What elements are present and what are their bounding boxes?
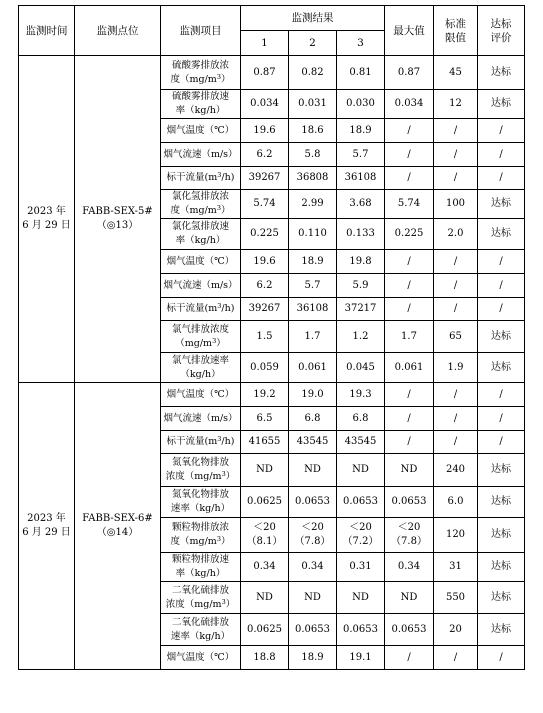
item-label-text: 烟气流速（m/s） — [163, 279, 238, 291]
limit-value-cell: / — [434, 167, 478, 190]
item-label-line1: 氮氧化物排放 — [171, 457, 229, 468]
item-label-text: 烟气温度（℃） — [166, 124, 235, 136]
result-run-3-cell: 3.68 — [337, 190, 385, 219]
item-label-line1 — [162, 651, 239, 665]
result-run-3-cell: 0.045 — [337, 353, 385, 383]
header-run-2: 2 — [289, 31, 337, 56]
monitor-site-cell — [75, 56, 161, 383]
evaluation-cell: / — [478, 298, 525, 321]
evaluation-cell: / — [478, 250, 525, 274]
max-value-cell: 0.061 — [385, 353, 434, 383]
item-label-line1: 氯化氢排放速 — [171, 221, 229, 232]
result-run-2-cell: 6.8 — [289, 407, 337, 431]
max-value-cell — [385, 518, 434, 553]
item-label-line2 — [162, 337, 239, 351]
item-label-text: 烟气流速（m/s） — [163, 412, 238, 424]
monitor-time-cell — [19, 56, 75, 383]
limit-value-cell: / — [434, 298, 478, 321]
item-label-line2 — [162, 368, 239, 382]
monitor-date-year: 2023 年 — [27, 206, 66, 217]
header-eval — [478, 6, 525, 56]
table-body — [19, 56, 525, 670]
limit-value-cell: / — [434, 250, 478, 274]
monitor-item-cell — [161, 383, 241, 407]
item-label-unit: 率（kg/h） — [175, 105, 226, 116]
max-value-cell: / — [385, 274, 434, 298]
item-label-text: 烟气流速（m/s） — [163, 148, 238, 160]
evaluation-cell: / — [478, 407, 525, 431]
limit-value-cell: / — [434, 119, 478, 143]
result-run-3-cell: 43545 — [337, 431, 385, 454]
item-label-line2 — [162, 567, 239, 581]
result-run-2-cell: 18.9 — [289, 646, 337, 670]
limit-value-cell: 20 — [434, 614, 478, 646]
result-run-1-cell: 0.0625 — [241, 487, 289, 518]
max-value-cell: / — [385, 143, 434, 167]
monitor-item-cell — [161, 167, 241, 190]
max-value-cell: ND — [385, 454, 434, 487]
item-label-text: 标干流量(m — [166, 303, 218, 314]
evaluation-cell: 达标 — [478, 321, 525, 353]
monitor-item-cell — [161, 190, 241, 219]
evaluation-cell: 达标 — [478, 353, 525, 383]
item-label-sup: 3 — [216, 72, 221, 81]
header-run-3: 3 — [337, 31, 385, 56]
limit-value-cell: 100 — [434, 190, 478, 219]
monitoring-results-table — [18, 5, 525, 670]
result-run-3-cell: 0.0653 — [337, 614, 385, 646]
item-label-sup: 3 — [217, 435, 222, 443]
item-label-unit: 浓度（mg/m — [165, 471, 222, 482]
max-value-cell: / — [385, 646, 434, 670]
item-label-text: 烟气温度（℃） — [166, 388, 235, 400]
max-value-cell: 5.74 — [385, 190, 434, 219]
item-label-unit: 度（mg/m — [170, 536, 217, 547]
item-label-line2 — [162, 204, 239, 218]
table-row — [19, 56, 525, 90]
item-label-unit-end: ） — [220, 536, 231, 547]
item-label-sup: 3 — [216, 204, 221, 212]
item-label-sup: 3 — [221, 597, 226, 606]
result-run-3-cell: ND — [337, 454, 385, 487]
limit-value-cell: 120 — [434, 518, 478, 553]
item-label-text: 标干流量(m — [166, 436, 218, 447]
result-run-1-cell: 39267 — [241, 298, 289, 321]
limit-value-cell: 550 — [434, 582, 478, 614]
item-label-line2 — [162, 630, 239, 644]
result-run-2-cell: 36108 — [289, 298, 337, 321]
result-run-3-cell: 36108 — [337, 167, 385, 190]
monitor-site-code: FABB-SEX-6# — [82, 513, 153, 524]
monitor-time-cell — [19, 383, 75, 670]
header-time: 监测时间 — [19, 6, 75, 56]
limit-value-cell: / — [434, 646, 478, 670]
item-label-unit-end: ） — [225, 471, 236, 482]
monitor-item-cell — [161, 219, 241, 250]
evaluation-cell: 达标 — [478, 487, 525, 518]
result-run-3-cell: 6.8 — [337, 407, 385, 431]
item-label-line1: 氯气排放速率 — [171, 354, 229, 366]
item-label-line1 — [162, 302, 239, 316]
item-label-line2 — [162, 598, 239, 612]
item-label-unit-end: ） — [225, 598, 236, 610]
header-max: 最大值 — [385, 6, 434, 56]
item-label-unit-end: /h) — [221, 172, 235, 183]
monitor-date-year: 2023 年 — [27, 513, 66, 524]
max-value-cell: / — [385, 167, 434, 190]
max-value-cell: ND — [385, 582, 434, 614]
evaluation-cell: 达标 — [478, 614, 525, 646]
result-run-2-cell: 0.34 — [289, 553, 337, 582]
evaluation-cell: 达标 — [478, 90, 525, 119]
result-run-2-cell: 18.9 — [289, 250, 337, 274]
evaluation-cell: 达标 — [478, 518, 525, 553]
limit-value-cell: 31 — [434, 553, 478, 582]
header-limit — [434, 6, 478, 56]
result-run-3-cell: 0.133 — [337, 219, 385, 250]
result-run-2-cell: 0.061 — [289, 353, 337, 383]
result-run-1-cell — [241, 518, 289, 553]
item-label-unit: 率（kg/h） — [175, 235, 226, 246]
max-value-cell: 0.034 — [385, 90, 434, 119]
max-value-cell: / — [385, 298, 434, 321]
result-run-1-value: ＜20 — [253, 522, 276, 533]
result-run-2-cell: 0.031 — [289, 90, 337, 119]
max-value-cell: / — [385, 431, 434, 454]
item-label-unit: 浓度（mg/m — [165, 598, 222, 610]
max-value-value: ＜20 — [397, 522, 421, 533]
header-run-1: 1 — [241, 31, 289, 56]
result-run-3-cell: 18.9 — [337, 119, 385, 143]
evaluation-cell: / — [478, 274, 525, 298]
item-label-unit: 度（mg/m — [170, 73, 217, 85]
result-run-2-detail: （7.8） — [294, 536, 331, 547]
header-eval-line2: 评价 — [490, 31, 512, 44]
result-run-3-cell: 0.81 — [337, 56, 385, 90]
header-item: 监测项目 — [161, 6, 241, 56]
item-label-unit: 率（kg/h） — [175, 568, 226, 579]
item-label-line2 — [162, 502, 239, 516]
item-label-unit-end: ） — [216, 337, 226, 349]
max-value-cell: / — [385, 119, 434, 143]
item-label-sup: 3 — [217, 302, 222, 310]
limit-value-cell: 2.0 — [434, 219, 478, 250]
item-label-line2 — [162, 104, 239, 118]
monitor-item-cell — [161, 56, 241, 90]
evaluation-cell: 达标 — [478, 454, 525, 487]
monitor-site-point: （◎13） — [96, 220, 139, 231]
item-label-line2 — [162, 73, 239, 87]
evaluation-cell: 达标 — [478, 56, 525, 90]
result-run-1-cell: 0.034 — [241, 90, 289, 119]
limit-value-cell: / — [434, 407, 478, 431]
item-label-line1 — [162, 171, 239, 185]
result-run-3-cell: 0.0653 — [337, 487, 385, 518]
item-label-unit-end: ） — [220, 205, 231, 216]
limit-value-cell: 45 — [434, 56, 478, 90]
item-label-line1: 颗粒物排放速 — [171, 554, 229, 565]
item-label-line1 — [162, 435, 239, 449]
result-run-2-cell: 19.0 — [289, 383, 337, 407]
result-run-3-cell — [337, 518, 385, 553]
monitor-item-cell — [161, 143, 241, 167]
monitor-item-cell — [161, 274, 241, 298]
result-run-1-cell: 6.5 — [241, 407, 289, 431]
item-label-line1: 二氧化硫排放 — [171, 616, 229, 628]
result-run-1-cell: 0.87 — [241, 56, 289, 90]
evaluation-cell: / — [478, 143, 525, 167]
monitor-item-cell — [161, 321, 241, 353]
item-label-unit: 速率（kg/h） — [170, 630, 231, 642]
item-label-line1 — [162, 148, 239, 162]
monitor-item-cell — [161, 90, 241, 119]
item-label-unit: （mg/m — [175, 337, 213, 349]
result-run-1-cell: 0.34 — [241, 553, 289, 582]
monitor-item-cell — [161, 407, 241, 431]
monitor-item-cell — [161, 614, 241, 646]
item-label-line1: 硫酸雾排放浓 — [171, 59, 229, 71]
result-run-2-cell: 18.6 — [289, 119, 337, 143]
result-run-2-cell: 0.0653 — [289, 614, 337, 646]
header-results: 监测结果 — [241, 6, 385, 31]
monitor-date-day: 6 月 29 日 — [22, 527, 71, 538]
item-label-unit: 速率（kg/h） — [170, 503, 231, 514]
item-label-sup: 3 — [217, 171, 222, 179]
monitor-item-cell — [161, 553, 241, 582]
monitor-item-cell — [161, 487, 241, 518]
monitor-item-cell — [161, 582, 241, 614]
max-value-cell: / — [385, 383, 434, 407]
result-run-3-detail: （7.2） — [342, 536, 379, 547]
result-run-2-cell — [289, 518, 337, 553]
result-run-1-cell: 19.6 — [241, 119, 289, 143]
header-limit-line1: 标准 — [445, 17, 466, 30]
result-run-1-cell: 0.225 — [241, 219, 289, 250]
item-label-line1 — [162, 388, 239, 402]
item-label-line1: 二氧化硫排放 — [171, 584, 229, 596]
result-run-3-value: ＜20 — [349, 522, 372, 533]
monitor-item-cell — [161, 518, 241, 553]
evaluation-cell: / — [478, 383, 525, 407]
max-value-cell: / — [385, 250, 434, 274]
max-value-cell: 1.7 — [385, 321, 434, 353]
limit-value-cell: / — [434, 274, 478, 298]
item-label-unit-end: /h) — [221, 436, 235, 447]
limit-value-cell: 6.0 — [434, 487, 478, 518]
result-run-3-cell: 0.030 — [337, 90, 385, 119]
evaluation-cell: 达标 — [478, 553, 525, 582]
result-run-1-cell: ND — [241, 582, 289, 614]
header-site: 监测点位 — [75, 6, 161, 56]
result-run-3-cell: 5.9 — [337, 274, 385, 298]
item-label-unit: 度（mg/m — [170, 205, 217, 216]
evaluation-cell: 达标 — [478, 190, 525, 219]
result-run-1-cell: 0.059 — [241, 353, 289, 383]
monitor-date-day: 6 月 29 日 — [22, 220, 71, 231]
result-run-2-cell: 0.110 — [289, 219, 337, 250]
item-label-line2 — [162, 535, 239, 549]
evaluation-cell: / — [478, 119, 525, 143]
max-value-cell: 0.0653 — [385, 614, 434, 646]
monitor-site-cell — [75, 383, 161, 670]
item-label-unit: （kg/h） — [180, 368, 221, 380]
result-run-1-cell: 19.2 — [241, 383, 289, 407]
result-run-2-cell: 5.8 — [289, 143, 337, 167]
monitor-site-code: FABB-SEX-5# — [82, 206, 153, 217]
result-run-1-cell: 6.2 — [241, 143, 289, 167]
max-value-cell: 0.87 — [385, 56, 434, 90]
item-label-unit-end: /h) — [221, 303, 235, 314]
item-label-text: 标干流量(m — [166, 172, 218, 183]
evaluation-cell: / — [478, 431, 525, 454]
item-label-line1 — [162, 279, 239, 293]
item-label-line1: 氯化氢排放浓 — [171, 191, 229, 202]
result-run-2-value: ＜20 — [301, 522, 324, 533]
result-run-2-cell: 5.7 — [289, 274, 337, 298]
item-label-line1 — [162, 124, 239, 138]
item-label-line1: 颗粒物排放浓 — [171, 522, 229, 533]
max-value-cell: 0.34 — [385, 553, 434, 582]
result-run-1-cell: 41655 — [241, 431, 289, 454]
limit-value-cell: / — [434, 431, 478, 454]
max-value-cell: / — [385, 407, 434, 431]
result-run-2-cell: 2.99 — [289, 190, 337, 219]
item-label-line1: 氯气排放浓度 — [171, 323, 229, 335]
result-run-1-cell: 0.0625 — [241, 614, 289, 646]
evaluation-cell: 达标 — [478, 219, 525, 250]
item-label-sup: 3 — [212, 336, 217, 345]
table-row — [19, 383, 525, 407]
result-run-1-cell: 19.6 — [241, 250, 289, 274]
result-run-1-cell: 6.2 — [241, 274, 289, 298]
max-value-cell: 0.0653 — [385, 487, 434, 518]
result-run-1-cell: ND — [241, 454, 289, 487]
monitor-item-cell — [161, 250, 241, 274]
evaluation-cell: / — [478, 646, 525, 670]
monitor-item-cell — [161, 454, 241, 487]
item-label-line2 — [162, 470, 239, 484]
limit-value-cell: 240 — [434, 454, 478, 487]
result-run-3-cell: 37217 — [337, 298, 385, 321]
item-label-line1 — [162, 412, 239, 426]
item-label-sup: 3 — [216, 535, 221, 543]
result-run-1-cell: 5.74 — [241, 190, 289, 219]
result-run-2-cell: 0.0653 — [289, 487, 337, 518]
result-run-2-cell: 0.82 — [289, 56, 337, 90]
monitor-site-point: （◎14） — [96, 527, 139, 538]
result-run-3-cell: 19.3 — [337, 383, 385, 407]
item-label-text: 烟气温度（℃） — [166, 255, 235, 267]
result-run-3-cell: 1.2 — [337, 321, 385, 353]
result-run-3-cell: 5.7 — [337, 143, 385, 167]
result-run-1-cell: 18.8 — [241, 646, 289, 670]
max-value-cell: 0.225 — [385, 219, 434, 250]
result-run-2-cell: ND — [289, 454, 337, 487]
monitor-item-cell — [161, 646, 241, 670]
limit-value-cell: 65 — [434, 321, 478, 353]
result-run-2-cell: 36808 — [289, 167, 337, 190]
limit-value-cell: 1.9 — [434, 353, 478, 383]
result-run-3-cell: 19.1 — [337, 646, 385, 670]
result-run-1-detail: （8.1） — [246, 536, 283, 547]
result-run-3-cell: ND — [337, 582, 385, 614]
monitor-item-cell — [161, 298, 241, 321]
result-run-1-cell: 39267 — [241, 167, 289, 190]
header-limit-line2: 限值 — [445, 31, 466, 44]
header-row-1 — [19, 6, 525, 31]
item-label-sup: 3 — [221, 470, 226, 478]
result-run-3-cell: 19.8 — [337, 250, 385, 274]
item-label-line1: 氮氧化物排放 — [171, 489, 229, 500]
result-run-1-cell: 1.5 — [241, 321, 289, 353]
monitor-item-cell — [161, 431, 241, 454]
limit-value-cell: 12 — [434, 90, 478, 119]
max-value-detail: （7.8） — [391, 536, 427, 547]
item-label-unit-end: ） — [220, 73, 231, 85]
item-label-line1: 硫酸雾排放速 — [171, 91, 229, 102]
evaluation-cell: 达标 — [478, 582, 525, 614]
header-eval-line1: 达标 — [490, 17, 512, 30]
result-run-3-cell: 0.31 — [337, 553, 385, 582]
item-label-text: 烟气温度（℃） — [166, 651, 235, 663]
limit-value-cell: / — [434, 143, 478, 167]
result-run-2-cell: ND — [289, 582, 337, 614]
evaluation-cell: / — [478, 167, 525, 190]
monitor-item-cell — [161, 353, 241, 383]
result-run-2-cell: 43545 — [289, 431, 337, 454]
result-run-2-cell: 1.7 — [289, 321, 337, 353]
monitor-item-cell — [161, 119, 241, 143]
item-label-line1 — [162, 255, 239, 269]
limit-value-cell: / — [434, 383, 478, 407]
item-label-line2 — [162, 234, 239, 248]
